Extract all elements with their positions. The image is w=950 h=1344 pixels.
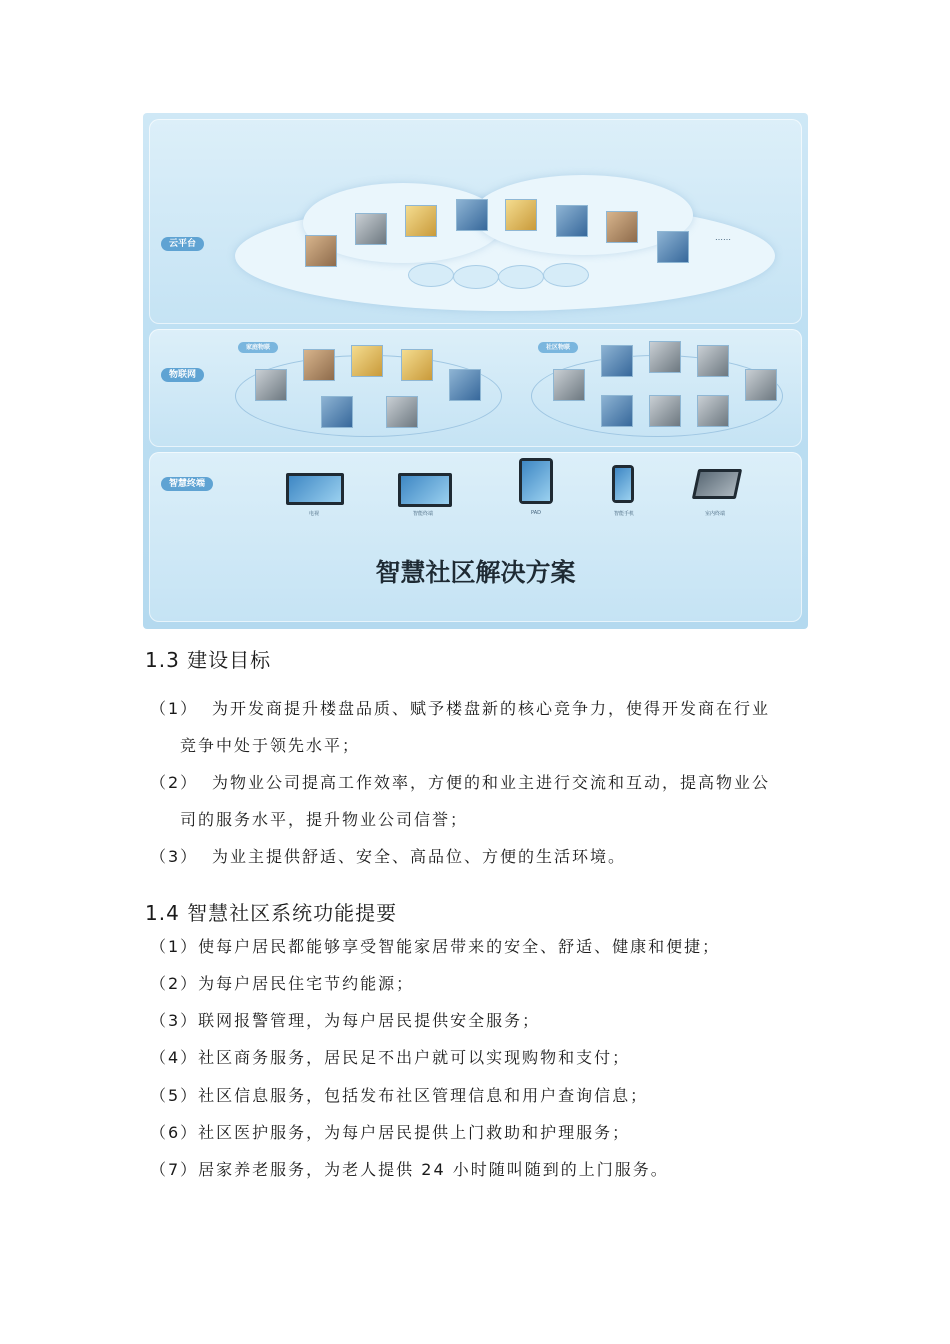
smart-terminal-device <box>398 473 452 507</box>
list-item-text: 为开发商提升楼盘品质、赋予楼盘新的核心竞争力，使得开发商在行业 <box>212 699 771 718</box>
diagram-title: 智慧社区解决方案 <box>375 558 576 587</box>
community-device-image <box>697 345 729 377</box>
list-item-continuation: 竞争中处于领先水平； <box>180 736 361 755</box>
community-device-image <box>745 369 777 401</box>
band-label-cloud: 云平台 <box>161 237 204 251</box>
list-item-text: 为业主提供舒适、安全、高品位、方便的生活环境。 <box>212 847 627 866</box>
cloud-service-image <box>355 213 387 245</box>
solution-diagram <box>143 113 808 629</box>
section-heading-1-3: 1.3 建设目标 <box>145 648 272 672</box>
cloud-platform-node <box>453 265 499 289</box>
list-item-text: 为物业公司提高工作效率，方便的和业主进行交流和互动，提高物业公 <box>212 773 771 792</box>
device-caption: 智能终端 <box>413 511 434 517</box>
home-iot-label: 家庭物联 <box>238 342 278 353</box>
community-device-image <box>649 341 681 373</box>
band-label-iot: 物联网 <box>161 368 204 382</box>
function-item: （3）联网报警管理，为每户居民提供安全服务； <box>150 1011 541 1030</box>
cloud-service-image <box>505 199 537 231</box>
function-item: （2）为每户居民住宅节约能源； <box>150 974 415 993</box>
cloud-platform-node <box>543 263 589 287</box>
function-item: （6）社区医护服务，为每户居民提供上门救助和护理服务； <box>150 1123 631 1142</box>
cloud-platform-node <box>498 265 544 289</box>
cloud-service-image <box>405 205 437 237</box>
tv-device <box>286 473 344 505</box>
device-caption: PAD <box>531 510 541 516</box>
home-device-image <box>449 369 481 401</box>
list-item-continuation: 司的服务水平，提升物业公司信誉； <box>180 810 469 829</box>
list-item-number: （2） <box>150 773 199 792</box>
smartphone-device <box>612 465 634 503</box>
list-item-number: （3） <box>150 847 199 866</box>
community-device-image <box>553 369 585 401</box>
home-device-image <box>303 349 335 381</box>
cloud-service-image <box>556 205 588 237</box>
cloud-service-image <box>456 199 488 231</box>
cloud-platform-node <box>408 263 454 287</box>
device-caption: 智能手机 <box>614 511 635 517</box>
community-device-image <box>649 395 681 427</box>
function-item: （4）社区商务服务，居民足不出户就可以实现购物和支付； <box>150 1048 631 1067</box>
home-device-image <box>386 396 418 428</box>
community-device-image <box>601 345 633 377</box>
cloud-service-image <box>657 231 689 263</box>
home-device-image <box>321 396 353 428</box>
device-caption: 室内终端 <box>705 511 726 517</box>
home-device-image <box>255 369 287 401</box>
cloud-ellipsis: …… <box>715 233 731 242</box>
home-device-image <box>401 349 433 381</box>
device-caption: 电视 <box>309 511 320 517</box>
cloud-service-image <box>606 211 638 243</box>
home-device-image <box>351 345 383 377</box>
pad-device <box>519 458 553 504</box>
function-item: （5）社区信息服务，包括发布社区管理信息和用户查询信息； <box>150 1086 649 1105</box>
section-heading-1-4: 1.4 智慧社区系统功能提要 <box>145 901 398 925</box>
community-device-image <box>697 395 729 427</box>
indoor-terminal-device <box>692 469 742 499</box>
band-label-terminal: 智慧终端 <box>161 477 213 491</box>
function-item: （1）使每户居民都能够享受智能家居带来的安全、舒适、健康和便捷； <box>150 937 721 956</box>
community-device-image <box>601 395 633 427</box>
function-item: （7）居家养老服务，为老人提供 24 小时随叫随到的上门服务。 <box>150 1160 669 1179</box>
community-iot-label: 社区物联 <box>538 342 578 353</box>
list-item-number: （1） <box>150 699 199 718</box>
cloud-service-image <box>305 235 337 267</box>
